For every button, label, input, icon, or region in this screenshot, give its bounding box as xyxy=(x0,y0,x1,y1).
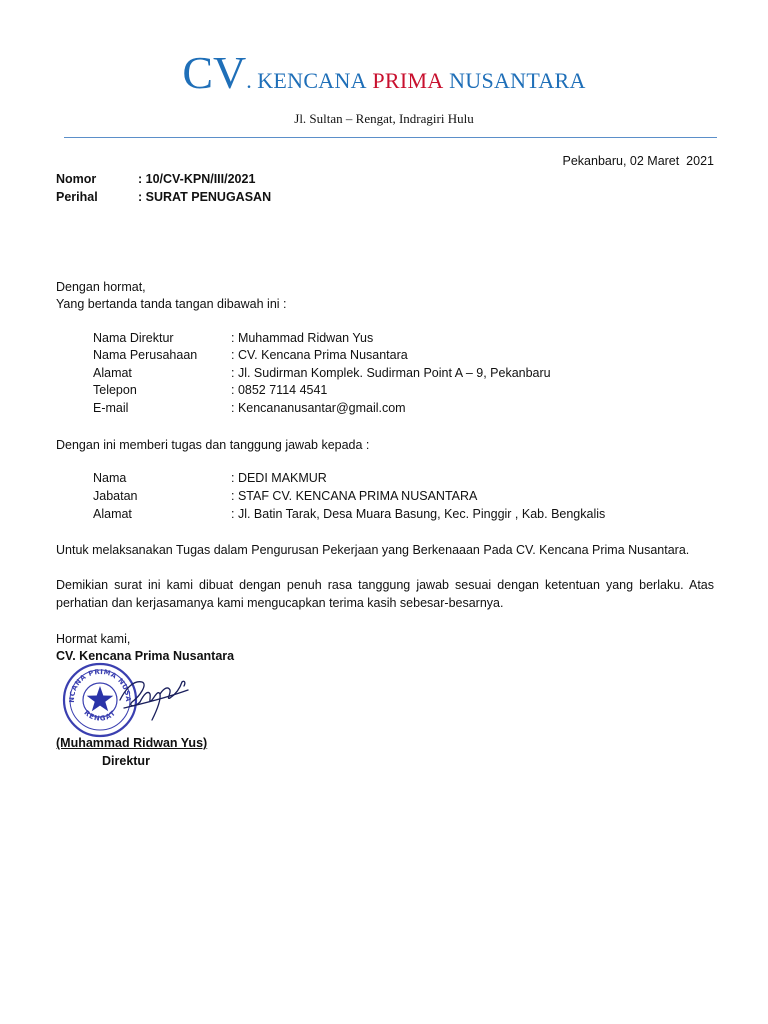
assignee-label: Nama xyxy=(93,471,127,485)
signer-row-director xyxy=(93,331,713,349)
svg-text:RENGAT xyxy=(82,709,117,723)
assignee-row-position xyxy=(93,489,713,507)
signer-label: Alamat xyxy=(93,366,132,380)
signer-row-phone xyxy=(93,383,713,401)
signer-label: Nama Direktur xyxy=(93,331,174,345)
letter-date: Pekanbaru, 02 Maret 2021 xyxy=(562,154,714,168)
signer-value: : 0852 7114 4541 xyxy=(231,383,328,397)
intro-text: Yang bertanda tanda tangan dibawah ini : xyxy=(56,297,287,311)
letterhead-cv: CV xyxy=(182,47,247,98)
assignee-label: Alamat xyxy=(93,507,132,521)
stamp-and-signature xyxy=(60,660,200,740)
letterhead-divider xyxy=(64,137,717,138)
signer-name: (Muhammad Ridwan Yus) xyxy=(56,736,208,750)
stamp-star-icon xyxy=(87,686,114,711)
closing-paragraph: Demikian surat ini kami dibuat dengan penuh rasa tanggung jawab sesuai dengan ketentuan yang berlaku. Atas perhatian dan kerjasamanya kami mengucapkan terima kasih sebesar-besarnya. xyxy=(56,578,714,610)
assignee-value: : Jl. Batin Tarak, Desa Muara Basung, Kec. Pinggir , Kab. Bengkalis xyxy=(231,507,606,521)
assignee-row-address xyxy=(93,507,713,525)
purpose-text: Untuk melaksanakan Tugas dalam Pengurusan Pekerjaan yang Berkenaaan Pada CV. Kencana Prima Nusantara. xyxy=(56,543,690,557)
assignee-label: Jabatan xyxy=(93,489,138,503)
signer-title: Direktur xyxy=(102,754,150,768)
assignee-value: : DEDI MAKMUR xyxy=(231,471,327,485)
signer-value: : CV. Kencana Prima Nusantara xyxy=(231,348,408,362)
stamp-text-top: NCANA PRIMA NUSA xyxy=(67,667,133,703)
assignee-value: : STAF CV. KENCANA PRIMA NUSANTARA xyxy=(231,489,478,503)
meta-perihal-value: : SURAT PENUGASAN xyxy=(138,190,272,204)
greeting: Dengan hormat, xyxy=(56,280,146,294)
company-signoff: CV. Kencana Prima Nusantara xyxy=(56,649,235,663)
stamp-text-bottom: RENGAT xyxy=(82,708,118,723)
signer-row-address xyxy=(93,366,713,384)
sign-off: Hormat kami, xyxy=(56,632,131,646)
letterhead-word-nusantara: NUSANTARA xyxy=(449,68,586,93)
meta-perihal-label: Perihal xyxy=(56,190,98,204)
meta-nomor-row xyxy=(56,172,656,190)
signer-label: Nama Perusahaan xyxy=(93,348,198,362)
meta-nomor-value: : 10/CV-KPN/III/2021 xyxy=(138,172,256,186)
letterhead-company-name xyxy=(0,46,768,99)
signer-label: Telepon xyxy=(93,383,137,397)
assignee-row-name xyxy=(93,471,713,489)
signer-row-email xyxy=(93,401,713,419)
assign-intro: Dengan ini memberi tugas dan tanggung jawab kepada : xyxy=(56,438,370,452)
signer-value: : Kencananusantar@gmail.com xyxy=(231,401,406,415)
signer-value: : Muhammad Ridwan Yus xyxy=(231,331,374,345)
letterhead-word-kencana: KENCANA xyxy=(257,68,367,93)
letterhead-word-prima: PRIMA xyxy=(372,68,444,93)
meta-perihal-row xyxy=(56,190,656,208)
signer-label: E-mail xyxy=(93,401,129,415)
letterhead-address: Jl. Sultan – Rengat, Indragiri Hulu xyxy=(294,111,474,126)
meta-nomor-label: Nomor xyxy=(56,172,97,186)
company-stamp-seal xyxy=(60,660,200,740)
signer-value: : Jl. Sudirman Komplek. Sudirman Point A – 9, Pekanbaru xyxy=(231,366,551,380)
letterhead-dot: . xyxy=(246,68,252,93)
signer-row-company xyxy=(93,348,713,366)
